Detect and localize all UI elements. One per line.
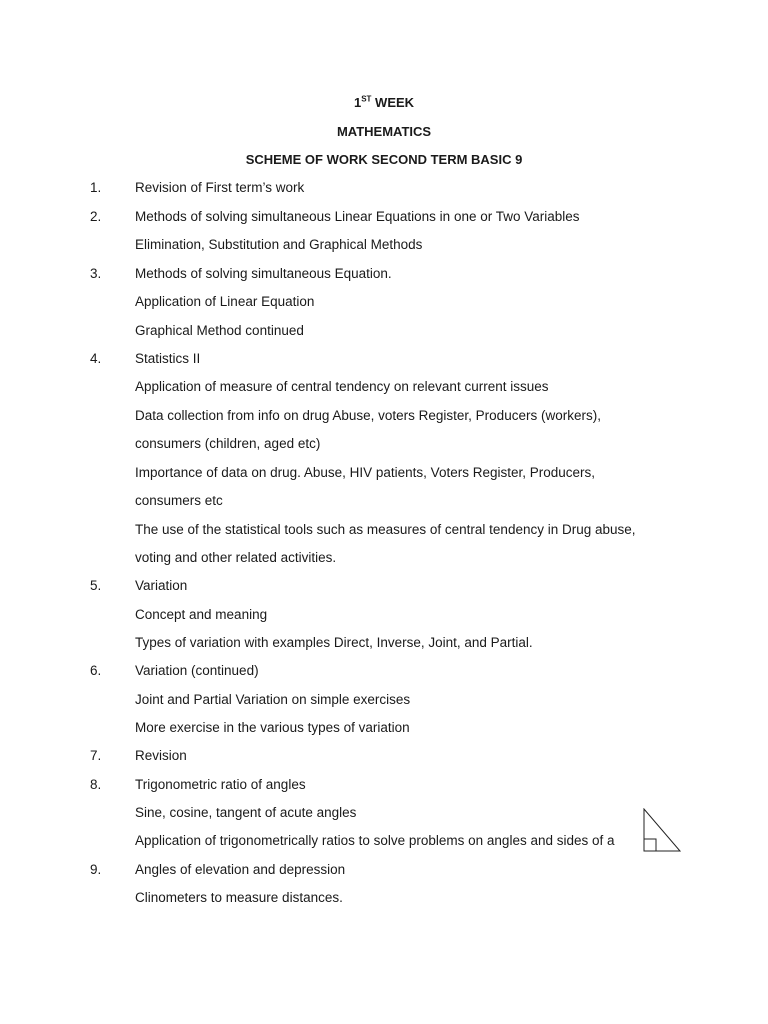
item-line: Data collection from info on drug Abuse, voters Register, Producers (workers),: [135, 408, 601, 423]
item-line: Methods of solving simultaneous Linear Equations in one or Two Variables: [135, 209, 580, 224]
item-line: More exercise in the various types of variation: [135, 720, 410, 735]
item-line: Statistics II: [135, 351, 201, 366]
item-line: consumers (children, aged etc): [135, 436, 321, 451]
subject-heading: MATHEMATICS: [336, 124, 432, 139]
item-line: Sine, cosine, tangent of acute angles: [135, 805, 357, 820]
item-number: 7.: [90, 748, 102, 763]
item-number: 2.: [90, 209, 102, 224]
right-triangle-icon: [642, 808, 682, 853]
item-line: Variation (continued): [135, 663, 259, 678]
week-heading: [0, 95, 768, 111]
item-line: Application of measure of central tendency on relevant current issues: [135, 379, 549, 394]
item-line: The use of the statistical tools such as measures of central tendency in Drug abuse,: [135, 522, 636, 537]
item-number: 8.: [90, 777, 102, 792]
scheme-title: SCHEME OF WORK SECOND TERM BASIC 9: [245, 152, 523, 167]
item-line: Elimination, Substitution and Graphical Methods: [135, 237, 423, 252]
item-number: 6.: [90, 663, 102, 678]
item-line: Revision of First term’s work: [135, 180, 305, 195]
week-label: WEEK: [375, 95, 415, 110]
item-line: Importance of data on drug. Abuse, HIV patients, Voters Register, Producers,: [135, 465, 596, 480]
item-line: Application of Linear Equation: [135, 294, 315, 309]
item-line: Application of trigonometrically ratios to solve problems on angles and sides of a: [135, 833, 615, 848]
item-line: Types of variation with examples Direct, Inverse, Joint, and Partial.: [135, 635, 533, 650]
item-number: 3.: [90, 266, 102, 281]
item-line: Joint and Partial Variation on simple exercises: [135, 692, 411, 707]
item-line: Trigonometric ratio of angles: [135, 777, 306, 792]
item-line: Angles of elevation and depression: [135, 862, 346, 877]
item-line: Methods of solving simultaneous Equation.: [135, 266, 392, 281]
week-number: 1: [353, 95, 362, 110]
item-number: 4.: [90, 351, 102, 366]
item-line: Revision: [135, 748, 187, 763]
item-line: voting and other related activities.: [135, 550, 337, 565]
item-line: Graphical Method continued: [135, 323, 304, 338]
item-line: Variation: [135, 578, 188, 593]
item-number: 9.: [90, 862, 102, 877]
item-line: Clinometers to measure distances.: [135, 890, 343, 905]
item-number: 5.: [90, 578, 102, 593]
item-line: Concept and meaning: [135, 607, 268, 622]
week-suffix: ST: [361, 94, 372, 104]
item-line: consumers etc: [135, 493, 223, 508]
item-number: 1.: [90, 180, 102, 195]
